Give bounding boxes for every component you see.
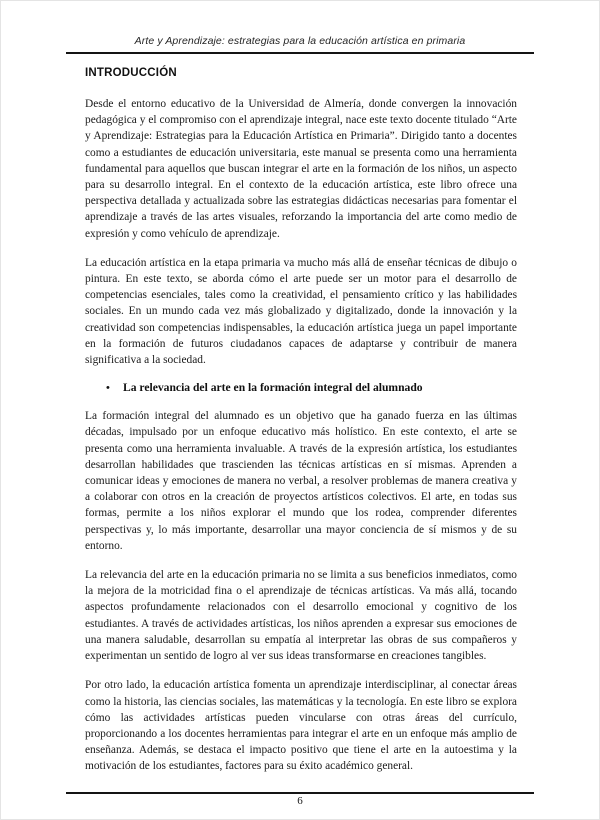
paragraph-3: La formación integral del alumnado es un objetivo que ha ganado fuerza en las últimas décadas, impulsado por un enfoque educativo más holístico. En este contexto, el arte se presenta como una herramienta invaluable. A través de la expresión artística, los estudiantes desarrollan habilidades que trascienden las técnicas artísticas en sí mismas. Aprenden a comunicar ideas y emociones de manera no verbal, a resolver problemas de manera creativa y a colaborar con otros en la creación de proyectos artísticos colectivos. El arte, en todas sus formas, permite a los niños explorar el mundo que los rodea, comprender diferentes perspectivas y, lo más importante, desarrollar una mayor conciencia de sí mismos y de su entorno.: [85, 410, 517, 552]
page-number: 6: [297, 795, 303, 807]
footer-rule: [66, 792, 534, 794]
section-title: INTRODUCCIÓN: [85, 67, 177, 79]
paragraph-5: Por otro lado, la educación artística fomenta un aprendizaje interdisciplinar, al conectar áreas como la historia, las ciencias sociales, las matemáticas y la tecnología. En este libro se explora cómo las actividades artísticas pueden vincularse con otras áreas del currículo, proporcionando a los docentes herramientas para integrar el arte en un enfoque más amplio de enseñanza. Además, se destaca el impacto positivo que tiene el arte en la autoestima y la motivación de los estudiantes, factores para su éxito académico general.: [85, 679, 517, 773]
bullet-heading-text: La relevancia del arte en la formación integral del alumnado: [123, 381, 423, 395]
bullet-heading: [85, 381, 517, 394]
header-rule: [66, 52, 534, 54]
paragraph-1: Desde el entorno educativo de la Universidad de Almería, donde convergen la innovación pedagógica y el compromiso con el aprendizaje integral, nace este texto docente titulado “Arte y Aprendizaje: Estrategias para la Educación Artística en Primaria”. Dirigido tanto a docentes como a estudiantes de educación universitaria, este manual se presenta como una herramienta fundamental para aquellos que buscan integrar el arte en la formación de los niños, un aspecto para su desarrollo integral. En el contexto de la educación artística, este libro ofrece una perspectiva detallada y actualizada sobre las estrategias didácticas necesarias para fomentar el aprendizaje a través de las artes visuales, reforzando la importancia del arte como medio de expresión y como vehículo de aprendizaje.: [85, 98, 517, 240]
page-content: [85, 67, 517, 788]
paragraph-4: La relevancia del arte en la educación primaria no se limita a sus beneficios inmediatos, como la mejora de la motricidad fina o el aprendizaje de técnicas artísticas. Va más allá, tocando aspectos profundamente relacionados con el desarrollo emocional y cognitivo de los estudiantes. A través de actividades artísticas, los niños aprenden a expresar sus emociones de una manera saludable, desarrollan su empatía al interpretar las obras de sus compañeros y experimentan un sentido de logro al ver sus ideas transformarse en creaciones tangibles.: [85, 569, 517, 663]
bullet-icon: •: [106, 382, 110, 395]
paragraph-2: La educación artística en la etapa primaria va mucho más allá de enseñar técnicas de dibujo o pintura. En este texto, se aborda cómo el arte puede ser un motor para el desarrollo de competencias esenciales, tales como la creatividad, el pensamiento crítico y las habilidades sociales. En un mundo cada vez más globalizado y digitalizado, donde la innovación y la creatividad son competencias indispensables, la educación artística juega un papel importante en la formación de futuros ciudadanos capaces de adaptarse y contribuir de manera significativa a la sociedad.: [85, 256, 517, 367]
page-footer: [1, 779, 599, 819]
running-title: Arte y Aprendizaje: estrategias para la educación artística en primaria: [134, 35, 466, 47]
